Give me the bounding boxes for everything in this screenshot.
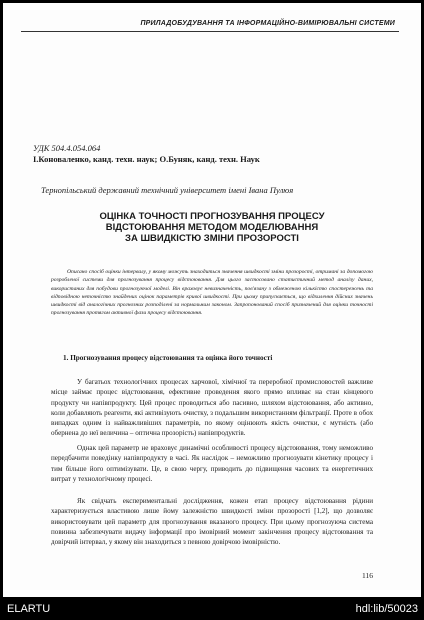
section-heading: 1. Прогнозування процесу відстоювання та оцінка його точності [63,354,273,362]
title-line: ЗА ШВИДКІСТЮ ЗМІНИ ПРОЗОРОСТІ [125,233,299,244]
header-rule [21,31,399,32]
body-paragraph [51,377,373,439]
title-line: ОЦІНКА ТОЧНОСТІ ПРОГНОЗУВАННЯ ПРОЦЕСУ [99,211,325,222]
abstract: Описано спосіб оцінки інтервалу, у якому можуть знаходиться значення швидкості зміни прозорості, отримані за допомогою розробленої системи для прогнозування процесу відстоювання. Для цього застосовано статистичний метод аналізу даних, використаних для побудови прогнозуючої моделі. Він враховує невизначеність, пов'язану з обмеженою кількістю спостережень та відповідною неточністю знайдених оцінок параметрів кривої швидкості. При цьому припускається, що відхилення дійсних значень швидкості від аналогічних прогнозних розподілені за нормальним законом. Запропонований спосіб призначений для оцінки точності прогнозування протягом активної фази процесу відстоювання. [51,269,373,317]
paragraph-text: Однак цей параметр не враховує динамічні особливості процесу відстоювання, тому неможливо передбачити поведінку напівпродукту в часі. Як наслідок – неможливо прогнозувати кінетику процесу і тим більше його оптимізувати. Це, в свою чергу, приводить до підвищення часових та енергетичних витрат у технологічному процесі. [51,444,373,483]
running-header: ПРИЛАДОБУДУВАННЯ ТА ІНФОРМАЦІЙНО-ВИМІРЮВАЛЬНІ СИСТЕМИ [140,20,395,27]
body-paragraph [51,496,373,547]
udc-code: УДК 504.4.054.064 [33,143,101,153]
document-page [3,3,421,597]
affiliation: Тернопільський державний технічний університет імені Івана Пулюя [41,185,294,195]
handle-label: hdl:lib/50023 [355,603,418,615]
title-line: ВІДСТОЮВАННЯ МЕТОДОМ МОДЕЛЮВАННЯ [105,222,319,233]
repository-label: ELARTU [7,603,51,615]
page-number: 116 [362,571,373,580]
paragraph-text: Як свідчать експериментальні дослідження, кожен етап процесу відстоювання рідини характеризується властивою лише йому залежністю швидкості зміни прозорості [1,2], що дозволяє використовувати цей параметр для прогнозування вказаного процесу. При цьому прогнозуюча система повинна забезпечувати видачу інформації про імовірний момент закінчення процесу відстоювання та довірчий інтервал, у якому він знаходиться з певною довірчою імовірністю. [51,497,373,547]
article-title [33,211,391,244]
paragraph-text: У багатьох технологічних процесах харчової, хімічної та переробної промисловостей важливе місце займає процес відстоювання, ефективне проведення якого прямо впливає на стан кінцевого продукту чи напівпродукту. Цей процес проводиться або пасивно, шляхом відстоювання, або активно, коли добавляють реагенти, які активізують очистку, з подальшим використанням фільтрації. Проте в обох випадках одним із найважливіших параметрів, по якому оцінюють якість очистки, є мутність (або обернена до неї величина – оптична прозорість) напівпродуктів. [51,378,373,438]
authors: І.Коноваленко, канд. техн. наук; О.Буняк, канд. техн. Наук [33,154,260,164]
body-paragraph [51,443,373,484]
